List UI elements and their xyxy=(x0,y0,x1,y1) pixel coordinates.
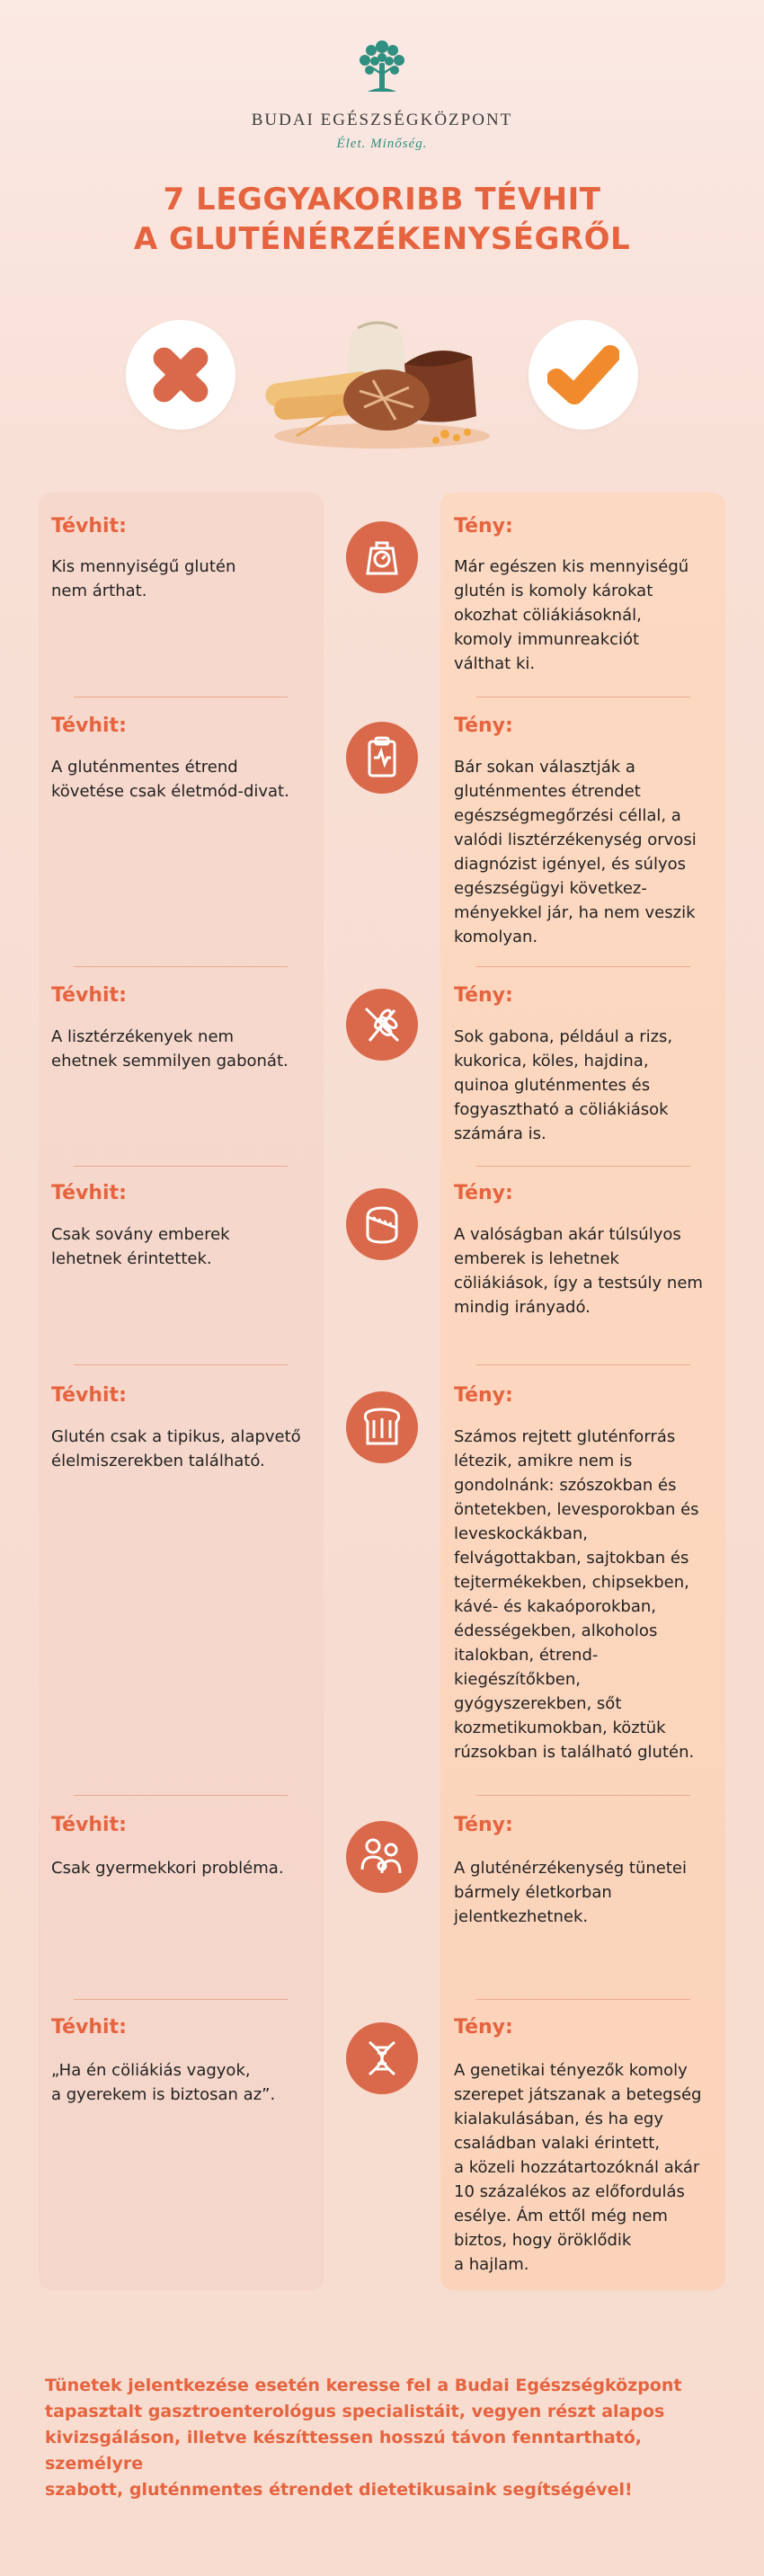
text-line: „Ha én cöliákiás vagyok, xyxy=(51,2061,251,2080)
text-line: Csak sovány emberek xyxy=(51,1225,230,1244)
divider xyxy=(74,1999,288,2000)
fact-text xyxy=(454,1222,728,1319)
text-line: a hajlam. xyxy=(454,2255,529,2274)
text-line: valódi lisztérzékenység orvosi xyxy=(454,831,697,849)
text-line: biztos, hogy öröklődik xyxy=(454,2231,632,2250)
scale-icon xyxy=(346,521,418,593)
page-title xyxy=(0,180,764,259)
text-line: élelmiszerekben található. xyxy=(51,1452,265,1470)
footer-cta xyxy=(45,2373,719,2503)
text-line: quinoa gluténmentes és xyxy=(454,1076,651,1095)
fact-label: Tény: xyxy=(454,715,513,737)
divider xyxy=(476,966,690,967)
text-line: Bár sokan választják a xyxy=(454,758,635,777)
text-line: Már egészen kis mennyiségű xyxy=(454,557,689,576)
fact-text xyxy=(454,1025,728,1146)
fact-text xyxy=(454,1856,728,1929)
text-line: fogyasztható a cöliákiások xyxy=(454,1100,669,1119)
text-line: diagnózist igényel, és súlyos xyxy=(454,855,686,874)
text-line: Sok gabona, például a rizs, xyxy=(454,1027,673,1046)
text-line: egészségügyi következ- xyxy=(454,879,647,898)
text-line: Glutén csak a tipikus, alapvető xyxy=(51,1427,301,1446)
brand-tagline: Élet. Minőség. xyxy=(336,137,428,151)
fact-label: Tény: xyxy=(454,1814,513,1836)
bread-icon xyxy=(346,1391,418,1463)
text-line: leveskockákban, xyxy=(454,1524,589,1543)
text-line: a közeli hozzátartozóknál akár xyxy=(454,2158,700,2177)
text-line: tejtermékekben, chipsekben, xyxy=(454,1573,689,1592)
footer-line: tapasztalt gasztroenterológus specialistáit, vegyen részt alapos xyxy=(45,2402,665,2421)
text-line: cöliákiások, így a testsúly nem xyxy=(454,1274,703,1292)
myth-label: Tévhit: xyxy=(51,1384,127,1407)
tree-logo-icon xyxy=(355,36,409,99)
text-line: glutén is komoly károkat xyxy=(454,582,653,600)
myth-text xyxy=(51,1856,321,1880)
text-line: mindig irányadó. xyxy=(454,1298,591,1317)
divider xyxy=(476,1795,690,1796)
text-line: kozmetikumokban, köztük xyxy=(454,1719,666,1737)
fact-label: Tény: xyxy=(454,1182,513,1204)
text-line: 10 százalékos az előfordulás xyxy=(454,2182,685,2201)
measuring-tape-icon xyxy=(346,1188,418,1260)
text-line: A valóságban akár túlsúlyos xyxy=(454,1225,681,1244)
divider xyxy=(476,1166,690,1167)
text-line: Kis mennyiségű glutén xyxy=(51,557,236,576)
wheat-icon xyxy=(346,989,418,1061)
footer-line: Tünetek jelentkezése esetén keresse fel a Budai Egészségközpont xyxy=(45,2376,682,2395)
text-line: komolyan. xyxy=(454,928,538,946)
text-line: kávé- és kakaóporokban, xyxy=(454,1597,657,1616)
text-line: Számos rejtett gluténforrás xyxy=(454,1427,676,1446)
divider xyxy=(74,1166,288,1167)
checkmark-icon xyxy=(547,339,619,411)
myth-text xyxy=(51,755,321,804)
text-line: okozhat cöliákiásoknál, xyxy=(454,606,642,625)
myth-text xyxy=(51,1025,321,1073)
fact-label: Tény: xyxy=(454,2016,513,2039)
text-line: italokban, étrend- xyxy=(454,1646,599,1665)
text-line: ehetnek semmilyen gabonát. xyxy=(51,1052,289,1070)
myth-text xyxy=(51,1222,321,1271)
footer-line: kivizsgáláson, illetve készíttessen hosszú távon fenntartható, személyre xyxy=(45,2428,643,2474)
text-line: édességekben, alkoholos xyxy=(454,1621,658,1640)
family-icon xyxy=(346,1821,418,1893)
text-line: szerepet játszanak a betegség xyxy=(454,2085,702,2104)
myth-text xyxy=(51,555,321,603)
text-line: a gyerekem is biztosan az”. xyxy=(51,2085,276,2104)
text-line: válthat ki. xyxy=(454,654,536,673)
title-line-2: A GLUTÉNÉRZÉKENYSÉGRŐL xyxy=(133,221,631,257)
divider xyxy=(74,966,288,967)
myth-label: Tévhit: xyxy=(51,984,127,1007)
myth-x-badge xyxy=(126,320,235,430)
fact-text xyxy=(454,555,728,676)
myth-label: Tévhit: xyxy=(51,2016,127,2039)
text-line: egészségmegőrzési céllal, a xyxy=(454,806,681,825)
clipboard-icon xyxy=(346,722,418,794)
divider xyxy=(74,1364,288,1365)
divider xyxy=(74,1795,288,1796)
text-line: A genetikai tényezők komoly xyxy=(454,2061,688,2080)
text-line: A gluténmentes étrend xyxy=(51,758,238,777)
text-line: esélye. Ám ettől még nem xyxy=(454,2207,668,2225)
myth-text xyxy=(51,1425,321,1473)
title-line-1: 7 LEGGYAKORIBB TÉVHIT xyxy=(163,182,601,218)
text-line: gyógyszerekben, sőt xyxy=(454,1694,622,1713)
text-line: Csak gyermekkori probléma. xyxy=(51,1859,284,1878)
text-line: létezik, amikre nem is xyxy=(454,1452,633,1470)
myth-text xyxy=(51,2058,321,2107)
text-line: kiegészítőkben, xyxy=(454,1670,581,1689)
divider xyxy=(476,1999,690,2000)
fact-label: Tény: xyxy=(454,515,513,537)
text-line: lehetnek érintettek. xyxy=(51,1249,212,1268)
text-line: felvágottakban, sajtokban és xyxy=(454,1549,689,1568)
text-line: emberek is lehetnek xyxy=(454,1249,619,1268)
dna-icon xyxy=(346,2022,418,2094)
bread-illustration-icon xyxy=(261,301,503,463)
text-line: öntetekben, levesporokban és xyxy=(454,1500,699,1519)
myth-label: Tévhit: xyxy=(51,1182,127,1204)
footer-line: szabott, gluténmentes étrendet dietetikusaink segítségével! xyxy=(45,2480,633,2500)
text-line: jelentkezhetnek. xyxy=(454,1907,589,1926)
x-cross-icon xyxy=(145,339,217,411)
text-line: kukorica, köles, hajdina, xyxy=(454,1052,649,1070)
myth-label: Tévhit: xyxy=(51,1814,127,1836)
text-line: rúzsokban is található glutén. xyxy=(454,1743,695,1762)
text-line: gluténmentes étrendet xyxy=(454,782,641,801)
text-line: gondolnánk: szószokban és xyxy=(454,1476,677,1495)
fact-check-badge xyxy=(529,320,638,430)
text-line: komoly immunreakciót xyxy=(454,630,640,649)
text-line: A gluténérzékenység tünetei xyxy=(454,1859,688,1878)
fact-text xyxy=(454,2058,728,2277)
text-line: családban valaki érintett, xyxy=(454,2134,661,2153)
fact-text xyxy=(454,755,728,949)
fact-text xyxy=(454,1425,728,1764)
myth-label: Tévhit: xyxy=(51,715,127,737)
text-line: A lisztérzékenyek nem xyxy=(51,1027,235,1046)
divider xyxy=(476,1364,690,1365)
myth-label: Tévhit: xyxy=(51,515,127,537)
text-line: ményekkel jár, ha nem veszik xyxy=(454,903,696,922)
text-line: nem árthat. xyxy=(51,582,147,600)
brand-name: BUDAI EGÉSZSÉGKÖZPONT xyxy=(251,111,513,129)
text-line: követése csak életmód-divat. xyxy=(51,782,289,801)
text-line: kialakulásában, és ha egy xyxy=(454,2110,663,2128)
fact-label: Tény: xyxy=(454,1384,513,1407)
text-line: számára is. xyxy=(454,1124,546,1143)
text-line: bármely életkorban xyxy=(454,1883,612,1902)
fact-label: Tény: xyxy=(454,984,513,1007)
